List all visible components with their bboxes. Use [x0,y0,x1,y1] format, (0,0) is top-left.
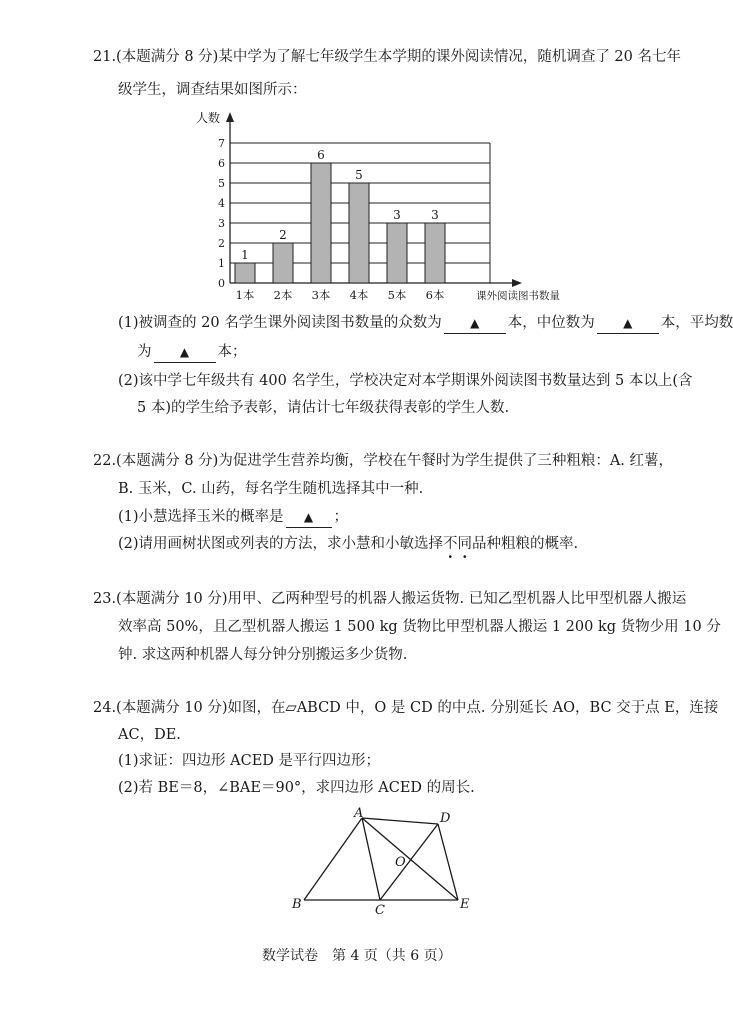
bar [235,263,255,283]
point-label-a: A [354,806,364,821]
q24-sub1: (1)求证：四边形 ACED 是平行四边形； [118,753,381,769]
segment-ae [362,818,458,900]
answer-blank-probability[interactable]: ▲ [286,507,332,528]
segment-ad [362,818,438,824]
q22-sub2: (2)请用画树状图或列表的方法，求小慧和小敏选择不同品种粗粮的概率. [118,536,579,552]
y-tick-label: 0 [218,277,225,290]
bar [273,243,293,283]
y-axis-label: 人数 [196,111,221,125]
point-label-o: O [395,855,406,870]
y-tick-label: 2 [218,237,225,250]
x-tick-label: 5本 [387,288,407,302]
q22-line-2: B. 玉米，C. 山药，每名学生随机选择其中一种. [118,481,424,497]
q21-line-2: 级学生，调查结果如图所示： [118,82,307,98]
x-axis-arrow [512,279,522,287]
bar-value-label: 3 [431,208,439,222]
page-footer: 数学试卷 第 4 页（共 6 页） [262,948,452,964]
q21-sub2-line1: (2)该中学七年级共有 400 名学生，学校决定对本学期课外阅读图书数量达到 5 本以上(含 [118,373,693,389]
x-tick-label: 3本 [311,288,331,302]
y-tick-label: 6 [218,157,225,170]
emphasis-char: 不 [443,536,458,552]
q24-sub2: (2)若 BE＝8，∠BAE＝90°，求四边形 ACED 的周长. [118,780,475,796]
x-tick-label: 2本 [273,288,293,302]
y-tick-label: 3 [218,217,225,230]
bar-value-label: 1 [241,248,249,262]
q21-line-1: 21.(本题满分 8 分)某中学为了解七年级学生本学期的课外阅读情况，随机调查了 20 名七年 [93,49,681,65]
answer-blank-mean[interactable]: ▲ [154,342,216,363]
q24-line-1: 24.(本题满分 10 分)如图，在▱ABCD 中，O 是 CD 的中点. 分别延长 AO，BC 交于点 E，连接 [93,700,719,716]
answer-blank-mode[interactable]: ▲ [444,313,506,334]
y-tick-label: 5 [218,177,225,190]
q22-line-1: 22.(本题满分 8 分)为促进学生营养均衡，学校在午餐时为学生提供了三种粗粮：A. 红薯， [93,453,674,469]
point-label-d: D [440,811,451,826]
x-tick-label: 4本 [349,288,369,302]
q21-sub1-line1: (1)被调查的 20 名学生课外阅读图书数量的众数为 ▲ 本，中位数为 ▲ 本，平均数 [118,313,733,334]
q23-line-3: 钟. 求这两种机器人每分钟分别搬运多少货物. [118,647,408,663]
segment-cd [380,824,438,900]
segment-ab [304,818,362,900]
bar [425,223,445,283]
x-tick-label: 1本 [235,288,255,302]
y-tick-label: 7 [218,137,225,150]
bar-chart [196,108,600,308]
x-tick-label: 6本 [425,288,445,302]
bar [311,163,331,283]
bar-value-label: 5 [355,168,363,182]
bar [349,183,369,283]
q23-line-1: 23.(本题满分 10 分)用甲、乙两种型号的机器人搬运货物. 已知乙型机器人比甲型机器人搬运 [93,591,687,607]
point-label-e: E [460,897,470,912]
q22-sub1: (1)小慧选择玉米的概率是 ▲ ； [118,507,348,528]
answer-blank-median[interactable]: ▲ [597,313,659,334]
y-tick-label: 4 [218,197,225,210]
q21-sub2-line2: 5 本)的学生给予表彰，请估计七年级获得表彰的学生人数. [137,400,510,416]
bar-value-label: 3 [393,208,401,222]
x-axis-label: 课外阅读图书数量 [476,290,560,302]
y-axis-arrow [226,112,234,122]
point-label-c: C [375,903,385,918]
segment-de [438,824,458,900]
q24-line-2: AC，DE. [118,727,181,743]
point-label-b: B [292,897,302,912]
q23-line-2: 效率高 50%，且乙型机器人搬运 1 500 kg 货物比甲型机器人搬运 1 200 kg 货物少用 10 分 [118,619,721,635]
bar [387,223,407,283]
bar-value-label: 2 [279,228,287,242]
emphasis-char: 同 [457,536,473,552]
geometry-figure [290,808,490,918]
y-tick-label: 1 [218,257,225,270]
bar-value-label: 6 [317,148,325,162]
q21-sub1-line2: 为 ▲ 本； [137,342,247,363]
